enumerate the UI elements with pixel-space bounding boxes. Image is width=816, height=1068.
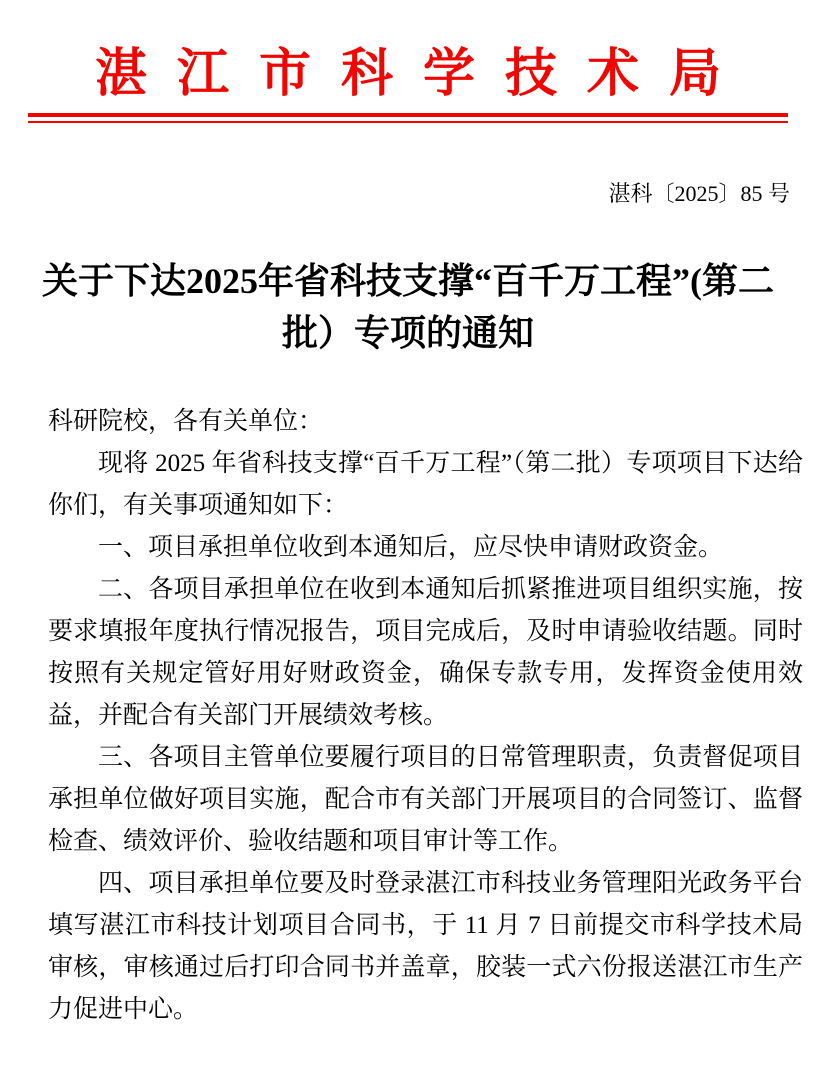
notice-title-line-1: 关于下达2025年省科技支撑“百千万工程”(第二 [42,261,774,301]
letterhead-double-rule [28,113,788,123]
salutation: 科研院校，各有关单位： [48,408,324,435]
agency-letterhead-title: 湛江市科学技术局 [94,46,751,103]
rule-thin-line [28,121,788,123]
paragraph-item-1: 一、项目承担单位收到本通知后，应尽快申请财政资金。 [98,534,724,561]
notice-title-line-2: 批）专项的通知 [281,313,534,353]
paragraph-item-2: 二、各项目承担单位在收到本通知后抓紧推进项目组织实施，按要求填报年度执行情况报告，项目完成后，及时申请验收结题。同时按照有关规定管好用好财政资金，确保专款专用，发挥资金使用效益，并配合有关部门开展绩效考核。 [48,576,803,729]
paragraph-item-4: 四、项目承担单位要及时登录湛江市科技业务管理阳光政务平台填写湛江市科技计划项目合同书，于 11 月 7 日前提交市科学技术局审核，审核通过后打印合同书并盖章，胶装一式六份报送湛江市生产力促进中心。 [48,870,803,1023]
paragraph-intro: 现将 2025 年省科技支撑“百千万工程”（第二批）专项项目下达给你们，有关事项通知如下： [48,450,803,519]
paragraph-item-3: 三、各项目主管单位要履行项目的日常管理职责，负责督促项目承担单位做好项目实施，配合市有关部门开展项目的合同签订、监督检查、绩效评价、验收结题和项目审计等工作。 [48,744,803,855]
notice-body [48,401,803,1031]
notice-title [0,255,816,359]
document-reference-number: 湛科〔2025〕85 号 [608,181,790,206]
